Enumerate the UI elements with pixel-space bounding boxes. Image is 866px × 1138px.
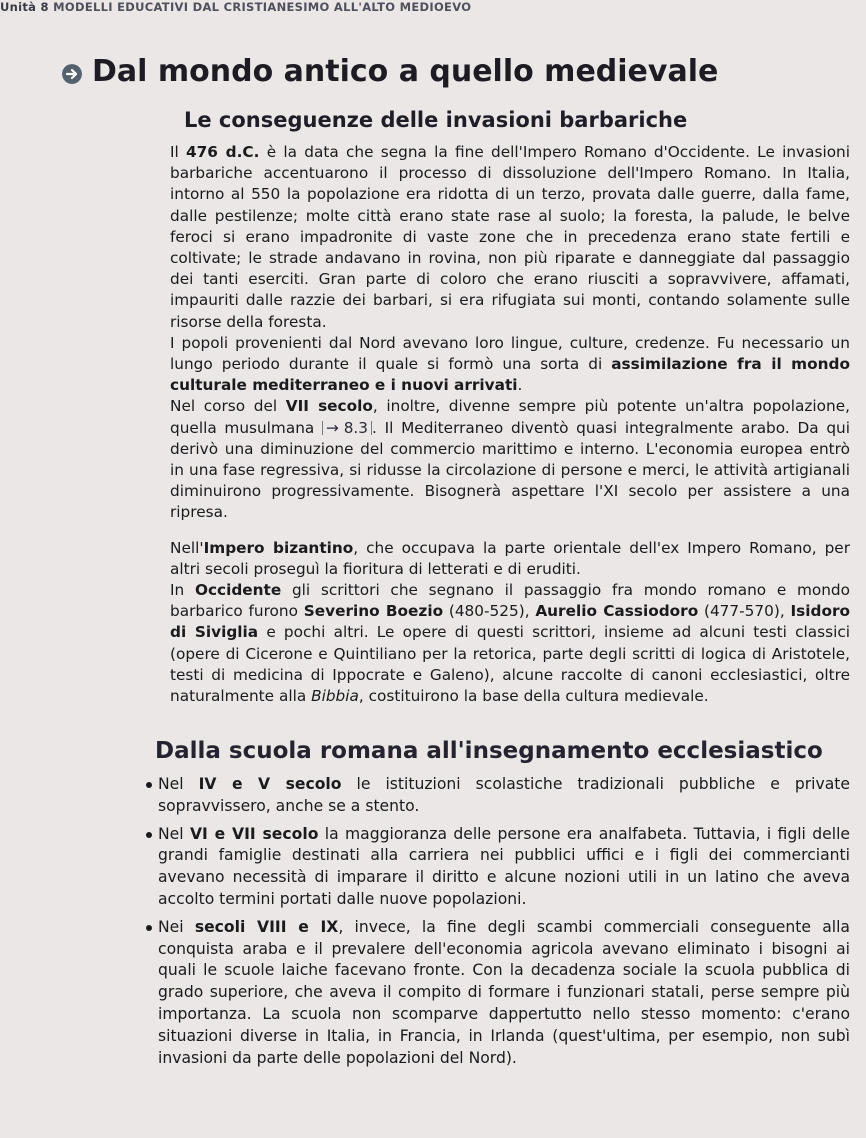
running-header <box>0 0 471 14</box>
cross-reference-link[interactable]: → 8.3 <box>322 421 372 435</box>
subsection-title: Dalla scuola romana all'insegnamento ecclesiastico <box>155 738 823 764</box>
bullet-dot <box>146 925 152 931</box>
paragraph-4: Nell'Impero bizantino, che occupava la parte orientale dell'ex Impero Romano, per altri secoli proseguì la fioritura di letterati e di eruditi. <box>170 538 850 578</box>
paragraph-1: Il 476 d.C. è la data che segna la fine dell'Impero Romano d'Occidente. Le invasioni barbariche accentuarono il processo di dissoluzione dell'Impero Romano. In Italia, intorno al 550 la popolazione era ridotta di un terzo, provata dalle guerre, dalla fame, dalle pestilenze; molte città erano state rase al suolo; la foresta, la palude, le belve feroci si erano impadronite di vaste zone che in precedenza erano state fertili e coltivate; le strade andavano in rovina, non più riparate e danneggiate dal passaggio dei tanti eserciti. Gran parte di coloro che erano riusciti a sopravvivere, affamati, impauriti dalle razzie dei barbari, si era rifugiata sui monti, contando solamente sulle risorse della foresta. <box>170 143 850 331</box>
section-title: Dal mondo antico a quello medievale <box>92 54 719 89</box>
section-subtitle: Le conseguenze delle invasioni barbariche <box>184 108 688 132</box>
unit-number: Unità 8 <box>0 0 49 14</box>
paragraph-2: I popoli provenienti dal Nord avevano loro lingue, culture, credenze. Fu necessario un lungo periodo durante il quale si formò una sorta di assimilazione fra il mondo culturale mediterraneo e i nuovi arrivati. <box>170 333 850 395</box>
bullet-dot <box>146 832 152 838</box>
list-item: Nel IV e V secolo le istituzioni scolastiche tradizionali pubbliche e private sopravvissero, anche se a stento. <box>158 774 850 818</box>
bullet-list <box>158 774 850 1075</box>
bullet-dot <box>146 782 152 788</box>
paragraph-5: In Occidente gli scrittori che segnano il passaggio fra mondo romano e mondo barbarico furono Severino Boezio (480-525), Aurelio Cassiodoro (477-570), Isidoro di Siviglia e pochi altri. Le opere di questi scrittori, insieme ad alcuni testi classici (opere di Cicerone e Quintiliano per la retorica, parte degli scritti di logica di Aristotele, testi di medicina di Ippocrate e Galeno), alcune raccolte di canoni ecclesiastici, oltre naturalmente alla Bibbia, costituirono la base della cultura medievale. <box>170 581 851 706</box>
arrow-right-icon <box>62 64 82 84</box>
list-item: Nei secoli VIII e IX, invece, la fine degli scambi commerciali conseguente alla conquista araba e il prevalere dell'economia agricola avevano eliminato i bisogni ai quali le scuole laiche facevano fronte. Con la decadenza sociale la scuola pubblica di grado superiore, che aveva il compito di formare i funzionari statali, perse sempre più importanza. La scuola non scomparve dappertutto nello stesso momento: c'erano situazioni diverse in Italia, in Francia, in Irlanda (quest'ultima, per esempio, non subì invasioni da parte delle popolazioni del Nord). <box>158 917 850 1070</box>
body-text <box>170 142 850 707</box>
list-item: Nel VI e VII secolo la maggioranza delle persone era analfabeta. Tuttavia, i figli delle grandi famiglie destinati alla carriera nei pubblici uffici e i figli dei commercianti avevano necessità di imparare il diritto e alcune nozioni utili in un latino che aveva accolto termini portati dalle nuove popolazioni. <box>158 824 850 911</box>
paragraph-3: Nel corso del VII secolo, inoltre, divenne sempre più potente un'altra popolazione, quella musulmana → 8.3 . Il Mediterraneo diventò quasi integralmente arabo. Da qui derivò una diminuzione del commercio marittimo e interno. L'economia europea entrò in una fase regressiva, si ridusse la circolazione di persone e merci, le attività artigianali diminuirono progressivamente. Bisognerà aspettare l'XI secolo per assistere a una ripresa. <box>170 397 851 522</box>
unit-title: MODELLI EDUCATIVI DAL CRISTIANESIMO ALL'ALTO MEDIOEVO <box>53 0 472 14</box>
